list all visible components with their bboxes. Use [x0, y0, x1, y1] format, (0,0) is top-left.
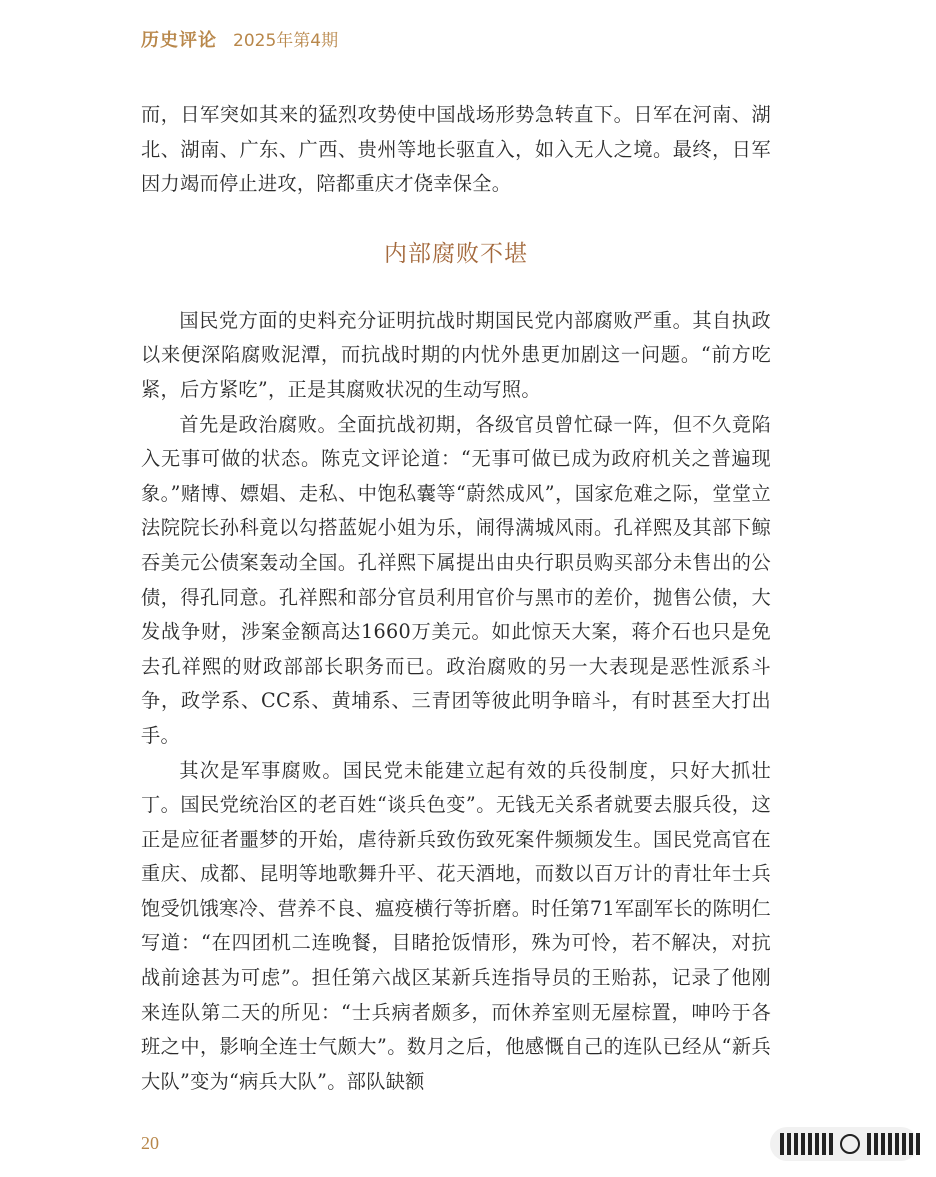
body-paragraph-2: 首先是政治腐败。全面抗战初期，各级官员曾忙碌一阵，但不久竟陷入无事可做的状态。陈克文评论道：“无事可做已成为政府机关之普遍现象。”赌博、嫖娼、走私、中饱私囊等“蔚然成风”，国家危难之际，堂堂立法院院长孙科竟以勾搭蓝妮小姐为乐，闹得满城风雨。孔祥熙及其部下鲸吞美元公债案轰动全国。孔祥熙下属提出由央行职员购买部分未售出的公债，得孔同意。孔祥熙和部分官员利用官价与黑市的差价，抛售公债，大发战争财，涉案金额高达1660万美元。如此惊天大案，蒋介石也只是免去孔祥熙的财政部部长职务而已。政治腐败的另一大表现是恶性派系斗争，政学系、CC系、黄埔系、三青团等彼此明争暗斗，有时甚至大打出手。: [141, 412, 771, 747]
body-paragraph-3: 其次是军事腐败。国民党未能建立起有效的兵役制度，只好大抓壮丁。国民党统治区的老百姓“谈兵色变”。无钱无关系者就要去服兵役，这正是应征者噩梦的开始，虐待新兵致伤致死案件频频发生。国民党高官在重庆、成都、昆明等地歌舞升平、花天酒地，而数以百万计的青壮年士兵饱受饥饿寒冷、营养不良、瘟疫横行等折磨。时任第71军副军长的陈明仁写道：“在四团机二连晚餐，目睹抢饭情形，殊为可怜，若不解决，对抗战前途甚为可虑”。担任第六战区某新兵连指导员的王贻荪，记录了他刚来连队第二天的所见：“士兵病者颇多，而休养室则无屋棕置，呻吟于各班之中，影响全连士气颇大”。数月之后，他感慨自己的连队已经从“新兵大队”变为“病兵大队”。部队缺额: [141, 758, 771, 1093]
intro-paragraph: 而，日军突如其来的猛烈攻势使中国战场形势急转直下。日军在河南、湖北、湖南、广东、广西、贵州等地长驱直入，如入无人之境。最终，日军因力竭而停止进攻，陪都重庆才侥幸保全。: [141, 103, 771, 196]
journal-title: 历史评论: [141, 30, 217, 51]
issue-label: 2025年第4期: [233, 31, 339, 51]
bars-logo-icon: [770, 1127, 918, 1161]
page-number: 20: [141, 1133, 159, 1153]
section-heading: 内部腐败不堪: [384, 240, 528, 267]
article-body: [141, 98, 771, 1099]
running-header: [141, 26, 338, 52]
body-paragraph-1: 国民党方面的史料充分证明抗战时期国民党内部腐败严重。其自执政以来便深陷腐败泥潭，而抗战时期的内忧外患更加剧这一问题。“前方吃紧，后方紧吃”，正是其腐败状况的生动写照。: [141, 308, 771, 401]
